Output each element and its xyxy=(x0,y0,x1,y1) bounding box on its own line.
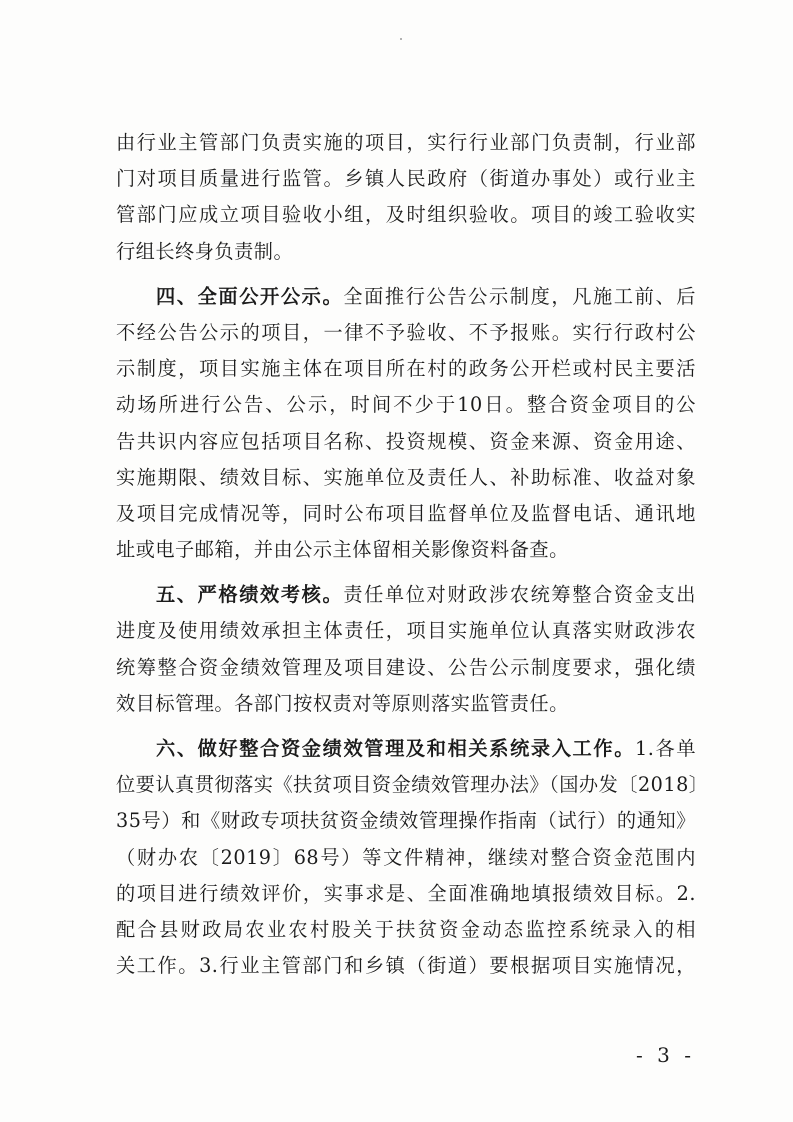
section-heading: 四、全面公开公示。 xyxy=(156,284,344,308)
text-line: 的项目进行绩效评价，实事求是、全面准确地填报绩效目标。2. xyxy=(116,881,696,905)
text-line: 告共识内容应包括项目名称、投资规模、资金来源、资金用途、 xyxy=(116,429,696,453)
text-line: 统筹整合资金绩效管理及项目建设、公告公示制度要求，强化绩 xyxy=(116,655,696,679)
text-line: 配合县财政局农业农村股关于扶贫资金动态监控系统录入的相 xyxy=(116,917,696,941)
text-line: 进度及使用绩效承担主体责任，项目实施单位认真落实财政涉农 xyxy=(116,619,696,643)
text-line xyxy=(116,279,696,315)
text-line: 管部门应成立项目验收小组，及时组织验收。项目的竣工验收实 xyxy=(116,203,696,227)
paragraph-performance-review xyxy=(116,577,696,722)
section-heading: 六、做好整合资金绩效管理及和相关系统录入工作。 xyxy=(156,737,636,760)
text-line: 35号）和《财政专项扶贫资金绩效管理操作指南（试行）的通知》 xyxy=(116,809,696,833)
paragraph-fund-performance-management xyxy=(116,731,709,984)
text-line: 动场所进行公告、公示，时间不少于10日。整合资金项目的公 xyxy=(116,393,696,417)
text-line: 位要认真贯彻落实《扶贫项目资金绩效管理办法》（国办发〔2018〕 xyxy=(116,773,709,797)
text-line: 不经公告公示的项目，一律不予验收、不予报账。实行行政村公 xyxy=(116,320,696,344)
document-body xyxy=(116,125,709,984)
text-run: 1.各单 xyxy=(635,737,697,760)
text-run: 责任单位对财政涉农统筹整合资金支出 xyxy=(343,583,696,607)
text-line: 由行业主管部门负责实施的项目，实行行业部门负责制，行业部 xyxy=(116,131,696,154)
text-line: 关工作。3.行业主管部门和乡镇（街道）要根据项目实施情况， xyxy=(116,954,696,978)
text-line: （财办农〔2019〕68号）等文件精神，继续对整合资金范围内 xyxy=(116,845,696,869)
section-heading: 五、严格绩效考核。 xyxy=(156,583,344,607)
page-number: - 3 - xyxy=(636,1043,695,1067)
text-line xyxy=(116,731,696,767)
text-line: 行组长终身负责制。 xyxy=(116,239,294,263)
scan-mark xyxy=(400,38,402,40)
paragraph-project-acceptance xyxy=(116,125,696,270)
text-line: 及项目完成情况等，同时公布项目监督单位及监督电话、通讯地 xyxy=(116,501,696,525)
text-line: 实施期限、绩效目标、实施单位及责任人、补助标准、收益对象 xyxy=(116,465,696,489)
text-line: 门对项目质量进行监管。乡镇人民政府（街道办事处）或行业主 xyxy=(116,167,696,191)
text-line: 效目标管理。各部门按权责对等原则落实监管责任。 xyxy=(116,691,569,715)
text-run: 全面推行公告公示制度，凡施工前、后 xyxy=(343,284,696,308)
paragraph-public-notice xyxy=(116,279,696,569)
text-line: 址或电子邮箱，并由公示主体留相关影像资料备查。 xyxy=(116,538,569,562)
text-line: 示制度，项目实施主体在项目所在村的政务公开栏或村民主要活 xyxy=(116,357,696,381)
text-line xyxy=(116,577,696,613)
